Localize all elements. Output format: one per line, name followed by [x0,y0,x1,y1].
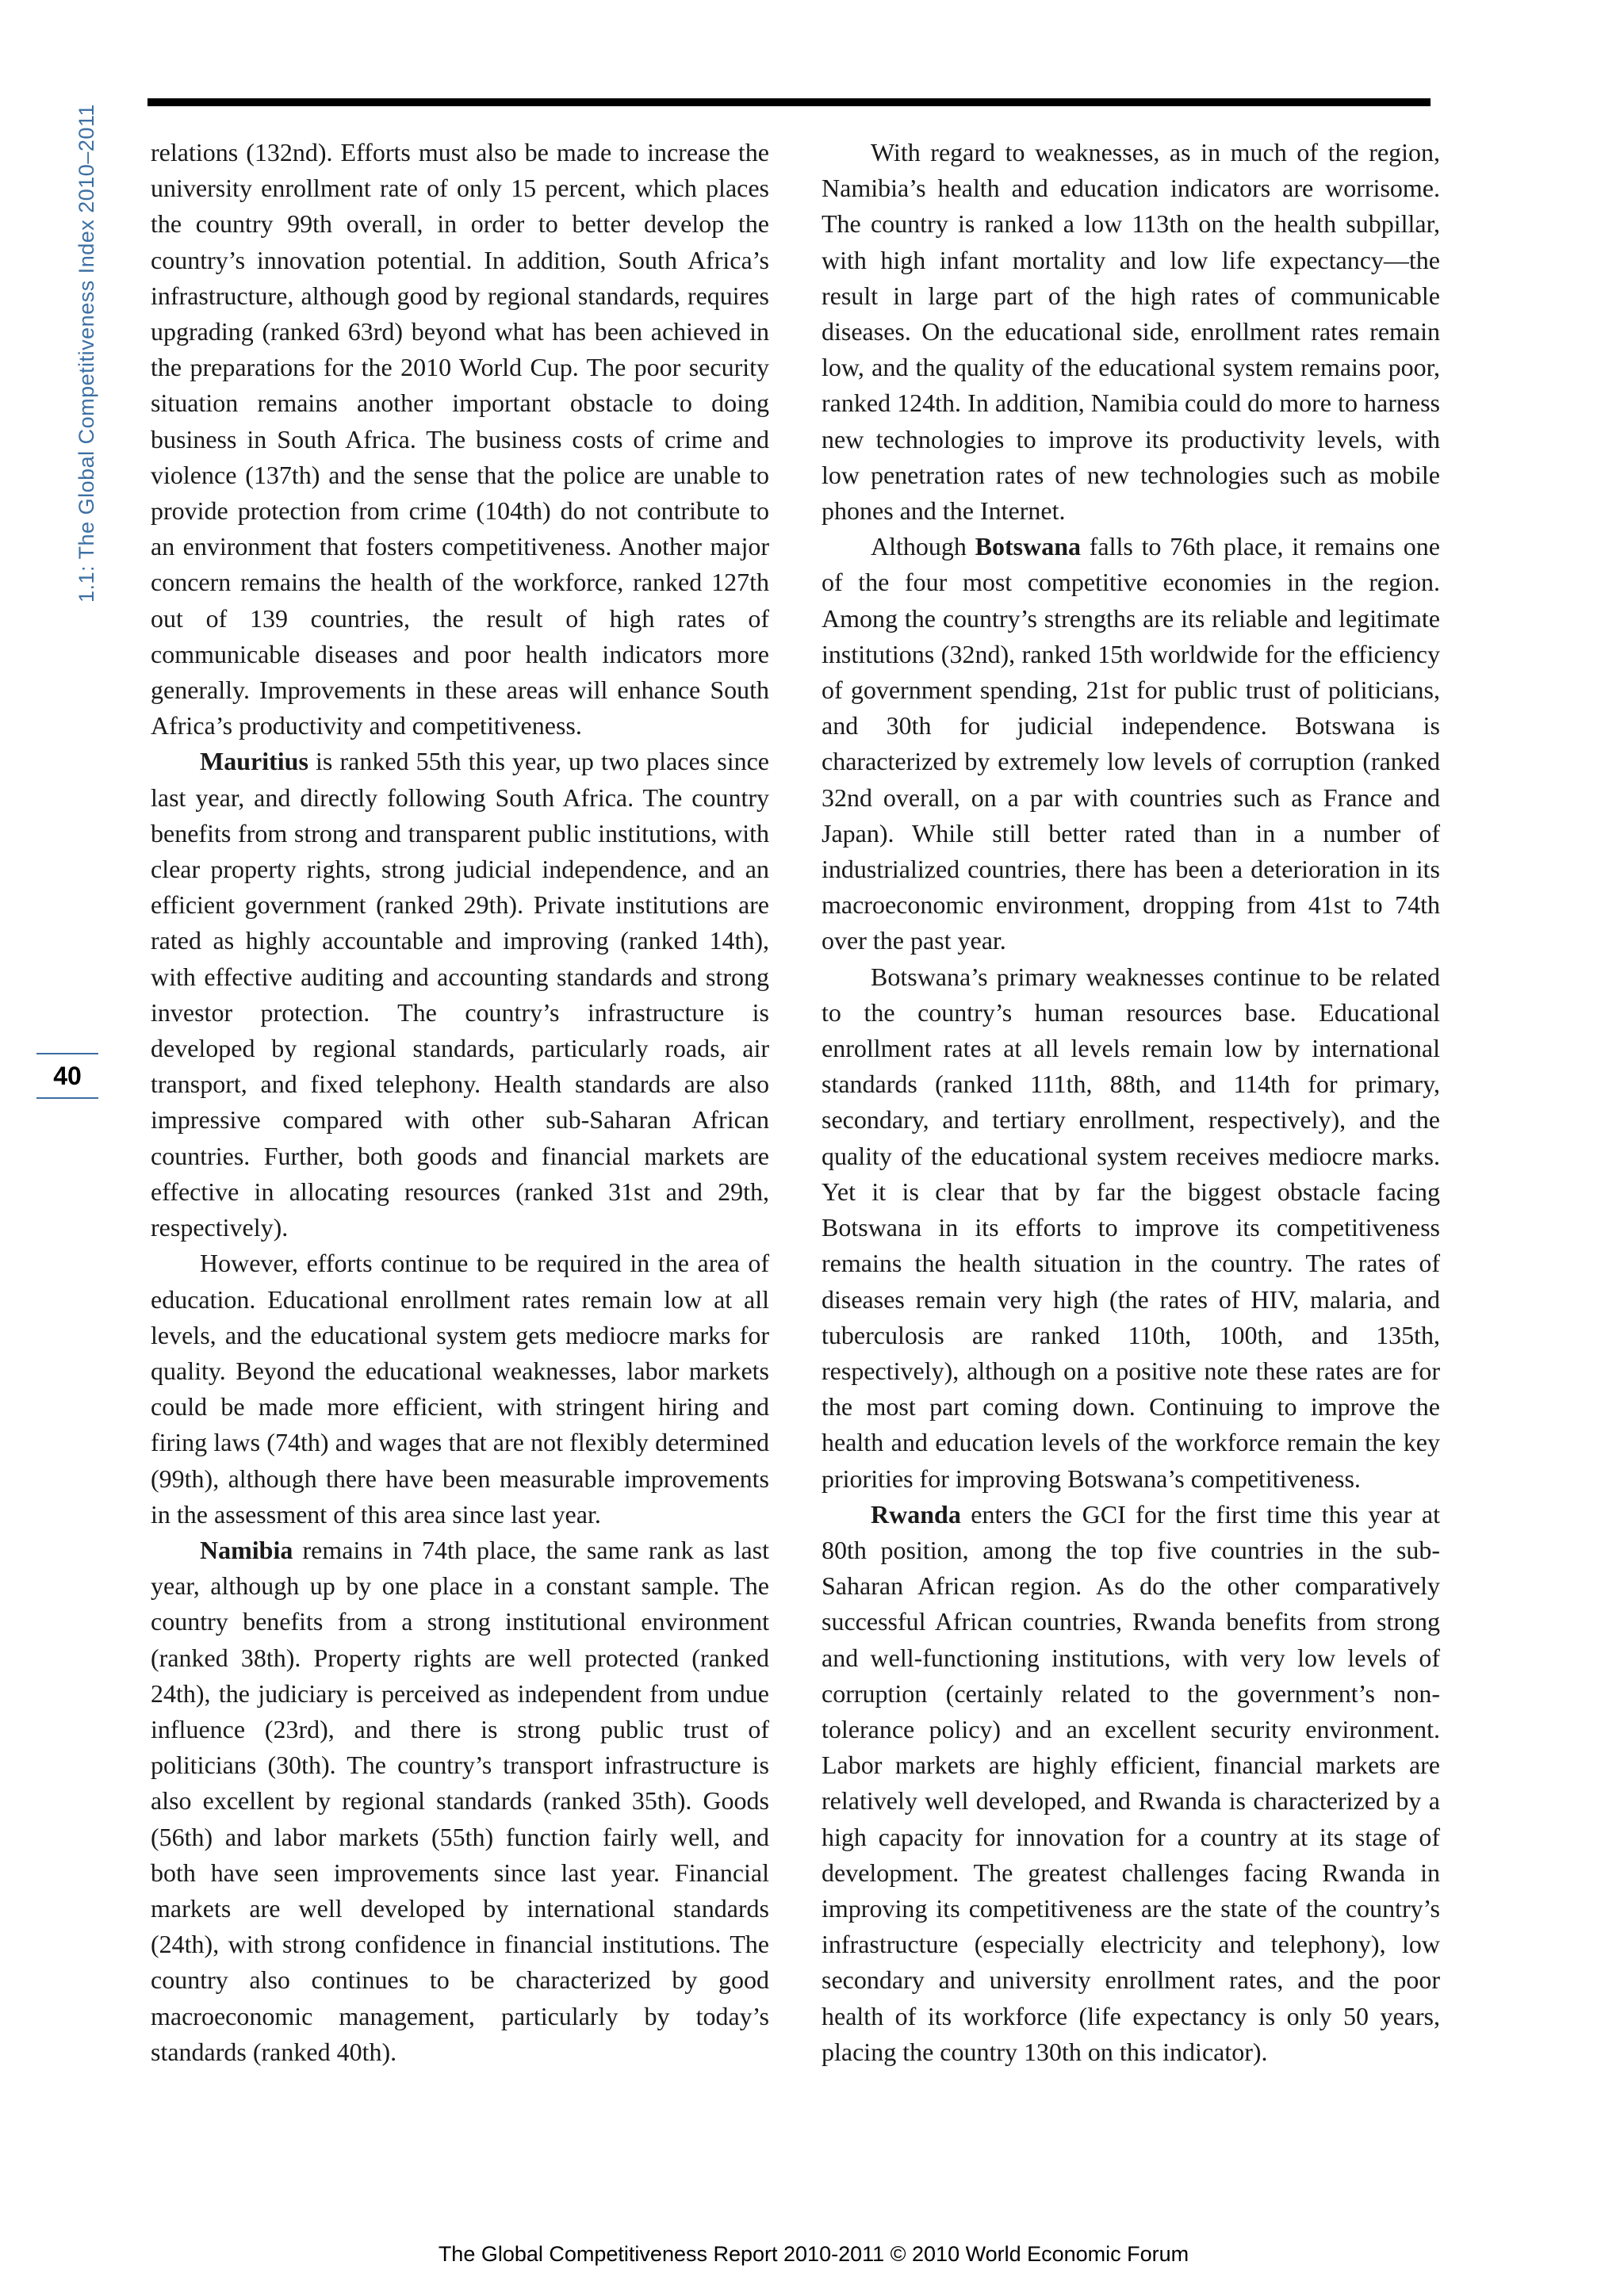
paragraph-namibia-weaknesses: With regard to weaknesses, as in much of the region, Namibia’s health and education indicators are worrisome. The country is ranked a low 113th on the health subpillar, with high infant mortality and low life expectancy—the result in large part of the high rates of communicable diseases. On the educational side, enrollment rates remain low, and the quality of the educational system remains poor, ranked 124th. In addition, Namibia could do more to harness new technologies to improve its productivity levels, with low penetration rates of new technologies such as mobile phones and the Internet. [822,138,1440,526]
paragraph-mauritius-weaknesses: However, efforts continue to be required in the area of education. Educational enrollment rates remain low at all levels, and the educational system gets mediocre marks for quality. Beyond the educational weaknesses, labor markets could be made more efficient, with stringent hiring and firing laws (74th) and wages that are not flexibly determined (99th), although there have been measurable improvements in the assessment of this area since last year. [151,1249,769,1529]
paragraph-mauritius [151,744,769,1246]
country-name-mauritius: Mauritius [200,747,308,776]
page-number-block [36,1053,98,1099]
paragraph-botswana-lead: Although [871,532,975,561]
country-name-rwanda: Rwanda [871,1499,961,1529]
right-column [822,135,1440,2070]
country-name-namibia: Namibia [200,1535,293,1564]
paragraph-mauritius-text: is ranked 55th this year, up two places since last year, and directly following South Africa. The country benefits from strong and transparent public institutions, with clear property rights, strong judicial independence, and an efficient government (ranked 29th). Private institutions are rated as highly accountable and improving (ranked 14th), with effective auditing and accounting standards and strong investor protection. The country’s infrastructure is developed by regional standards, particularly roads, air transport, and fixed telephony. Health standards are also impressive compared with other sub-Saharan African countries. Further, both goods and financial markets are effective in allocating resources (ranked 31st and 29th, respectively). [151,747,769,1242]
page-footer: The Global Competitiveness Report 2010-2011 © 2010 World Economic Forum [438,2242,1189,2266]
top-rule [147,98,1431,106]
paragraph-namibia-text: remains in 74th place, the same rank as last year, although up by one place in a constant sample. The country benefits from a strong institutional environment (ranked 38th). Property rights are well protected (ranked 24th), the judiciary is perceived as independent from undue influence (23rd), and there is strong public trust of politicians (30th). The country’s transport infrastructure is also excellent by regional standards (ranked 35th). Goods (56th) and labor markets (55th) function fairly well, and both have seen improvements since last year. Financial markets are well developed by international standards (24th), with strong confidence in financial institutions. The country also continues to be characterized by good macroeconomic management, particularly by today’s standards (ranked 40th). [151,1535,769,2066]
paragraph-rwanda-text: enters the GCI for the first time this year at 80th position, among the top five countries in the sub-Saharan African region. As do the other comparatively successful African countries, Rwanda benefits from strong and well-functioning institutions, with very low levels of corruption (certainly related to the government’s non-tolerance policy) and an excellent security environment. Labor markets are highly efficient, financial markets are relatively well developed, and Rwanda is characterized by a high capacity for innovation for a country at its stage of development. The greatest challenges facing Rwanda in improving its competitiveness are the state of the country’s infrastructure (especially electricity and telephony), low secondary and university enrollment rates, and the poor health of its workforce (life expectancy is only 50 years, placing the country 130th on this indicator). [822,1499,1440,2066]
paragraph-south-africa: relations (132nd). Efforts must also be made to increase the university enrollment rate of only 15 percent, which places the country 99th overall, in order to better develop the country’s innovation potential. In addition, South Africa’s infrastructure, although good by regional standards, requires upgrading (ranked 63rd) beyond what has been achieved in the preparations for the 2010 World Cup. The poor security situation remains another important obstacle to doing business in South Africa. The business costs of crime and violence (137th) and the sense that the police are unable to provide protection from crime (104th) do not contribute to an environment that fosters competitiveness. Another major concern remains the health of the workforce, ranked 127th out of 139 countries, the result of high rates of communicable diseases and poor health indicators more generally. Improvements in these areas will enhance South Africa’s productivity and competitiveness. [151,138,769,740]
page-number: 40 [53,1062,82,1090]
running-head: 1.1: The Global Competitiveness Index 2010–2011 [75,104,98,603]
country-name-botswana: Botswana [975,532,1082,561]
paragraph-botswana-text: falls to 76th place, it remains one of the four most competitive economies in the region. Among the country’s strengths are its reliable and legitimate institutions (32nd), ranked 15th worldwide for the efficiency of government spending, 21st for public trust of politicians, and 30th for judicial independence. Botswana is characterized by extremely low levels of corruption (ranked 32nd overall, on a par with countries such as France and Japan). While still better rated than in a number of industrialized countries, there has been a deterioration in its macroeconomic environment, dropping from 41st to 74th over the past year. [822,532,1441,955]
paragraph-namibia [151,1533,769,2070]
page-number-rule-bottom [36,1097,98,1099]
paragraph-rwanda [822,1497,1440,2070]
paragraph-botswana [822,529,1440,959]
paragraph-botswana-weaknesses: Botswana’s primary weaknesses continue to be related to the country’s human resources base. Educational enrollment rates at all levels remain low by international standards (ranked 111th, 88th, and 114th for primary, secondary, and tertiary enrollment, respectively), and the quality of the educational system receives mediocre marks. Yet it is clear that by far the biggest obstacle facing Botswana in its efforts to improve its competitiveness remains the health situation in the country. The rates of diseases remain very high (the rates of HIV, malaria, and tuberculosis are ranked 110th, 100th, and 135th, respectively), although on a positive note these rates are for the most part coming down. Continuing to improve the health and education levels of the workforce remain the key priorities for improving Botswana’s competitiveness. [822,962,1440,1493]
left-column [151,135,769,2070]
